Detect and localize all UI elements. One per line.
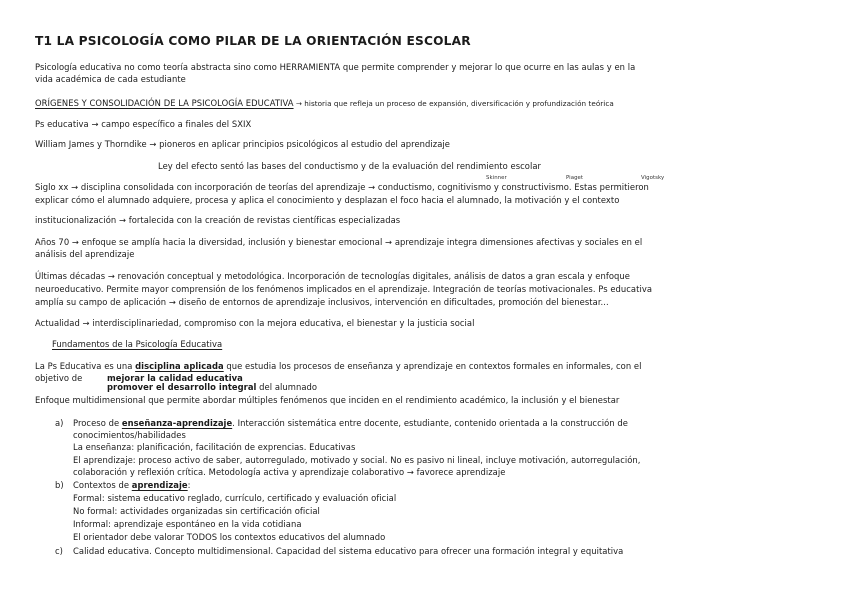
line-siglo-xx-2: explicar cómo el alumnado adquiere, procesa y aplica el conocimiento y desplazan el foco hacia el alumnado, la motivación y el contexto: [35, 195, 620, 205]
intro-line-2: vida académica de cada estudiante: [35, 74, 186, 84]
fund-obj2-bold: promover el desarrollo integral: [107, 382, 257, 392]
item-b-line-1: [73, 480, 191, 491]
line-siglo-xx-1: Siglo xx → disciplina consolidada con incorporación de teorías del aprendizaje → conductismo, cognitivismo y constructivismo. Estas permitieron: [35, 182, 649, 192]
b-l1-pre: Contextos de: [73, 480, 132, 490]
item-b-line-3: No formal: actividades organizadas sin certificación oficial: [73, 506, 320, 516]
a-l1-post: . Interacción sistemática entre docente, estudiante, contenido orientada a la construcción de: [232, 418, 628, 428]
item-b-line-5: El orientador debe valorar TODOS los contextos educativos del alumnado: [73, 532, 386, 542]
a-l1-bold: enseñanza-aprendizaje: [121, 418, 233, 428]
fund-l1-post: que estudia los procesos de enseñanza y aprendizaje en contextos formales en informales, con el: [223, 361, 642, 371]
line-ley-efecto: Ley del efecto sentó las bases del conductismo y de la evaluación del rendimiento escolar: [158, 161, 542, 171]
line-actualidad: Actualidad → interdisciplinariedad, compromiso con la mejora educativa, el bienestar y la justicia social: [35, 318, 475, 328]
item-a-line-5: colaboración y reflexión crítica. Metodología activa y aprendizaje colaborativo → favorece aprendizaje: [73, 467, 506, 477]
b-l1-bold: aprendizaje: [131, 480, 188, 490]
item-b-line-2: Formal: sistema educativo reglado, currículo, certificado y evaluación oficial: [73, 493, 397, 503]
item-b-line-4: Informal: aprendizaje espontáneo en la vida cotidiana: [73, 519, 302, 529]
line-ultimas-2: neuroeducativo. Permite mayor comprensión de los fenómenos implicados en el aprendizaje. Integración de teorías motivacionales. Ps educativa: [35, 284, 653, 294]
origenes-line: [35, 98, 614, 109]
a-l1-pre: Proceso de: [73, 418, 122, 428]
fundamentos-heading: Fundamentos de la Psicología Educativa: [52, 339, 223, 349]
item-a-marker: a): [55, 418, 64, 428]
fund-obj2-post: del alumnado: [256, 382, 318, 392]
line-institucionalizacion: institucionalización → fortalecida con la creación de revistas científicas especializadas: [35, 215, 401, 225]
line-james-thorndike: William James y Thorndike → pioneros en aplicar principios psicológicos al estudio del aprendizaje: [35, 139, 450, 149]
item-a-line-3: La enseñanza: planificación, facilitación de exprencias. Educativas: [73, 442, 356, 452]
note-skinner: Skinner: [486, 175, 507, 181]
item-c-line-1: Calidad educativa. Concepto multidimensional. Capacidad del sistema educativo para ofrecer una formación integral y equitativa: [73, 546, 624, 556]
fundamentos-line-1: [35, 361, 642, 372]
line-ultimas-1: Últimas décadas → renovación conceptual y metodológica. Incorporación de tecnologías digitales, análisis de datos a gran escala y enfoque: [35, 271, 630, 281]
line-anos-70-1: Años 70 → enfoque se amplía hacia la diversidad, inclusión y bienestar emocional → aprendizaje integra dimensiones afectivas y sociales en el: [35, 237, 643, 247]
origenes-heading: ORÍGENES Y CONSOLIDACIÓN DE LA PSICOLOGÍA EDUCATIVA: [35, 98, 294, 108]
line-sxix: Ps educativa → campo específico a finales del SXIX: [35, 119, 252, 129]
item-a-line-4: El aprendizaje: proceso activo de saber, autorregulado, motivado y social. No es pasivo ni lineal, incluye motivación, autorregulación,: [73, 455, 641, 465]
b-l1-post: :: [187, 480, 191, 490]
note-piaget: Piaget: [566, 175, 584, 181]
origenes-description: → historia que refleja un proceso de expansión, diversificación y profundización teórica: [293, 99, 614, 108]
note-vigotsky: Vigotsky: [641, 175, 665, 181]
item-a-line-1: [73, 418, 628, 429]
fund-l1-pre: La Ps Educativa es una: [35, 361, 136, 371]
fundamentos-line-3: Enfoque multidimensional que permite abordar múltiples fenómenos que inciden en el rendimiento académico, la inclusión y el bienestar: [35, 395, 620, 405]
item-a-line-2: conocimientos/habilidades: [73, 430, 186, 440]
item-c-marker: c): [55, 546, 63, 556]
line-ultimas-3: amplía su campo de aplicación → diseño de entornos de aprendizaje inclusivos, intervención en dificultades, promoción del bienestar...: [35, 297, 609, 307]
line-anos-70-2: análisis del aprendizaje: [35, 249, 135, 259]
fundamentos-objetivo-2: [107, 382, 317, 393]
fund-l1-bold: disciplina aplicada: [135, 361, 224, 371]
page-title: T1 LA PSICOLOGÍA COMO PILAR DE LA ORIENTACIÓN ESCOLAR: [35, 34, 471, 48]
fundamentos-objetivo-label: objetivo de: [35, 373, 83, 383]
item-b-marker: b): [55, 480, 64, 490]
fundamentos-objetivo-1: mejorar la calidad educativa: [107, 373, 243, 383]
intro-line-1: Psicología educativa no como teoría abstracta sino como HERRAMIENTA que permite comprender y mejorar lo que ocurre en las aulas y en la: [35, 62, 636, 72]
